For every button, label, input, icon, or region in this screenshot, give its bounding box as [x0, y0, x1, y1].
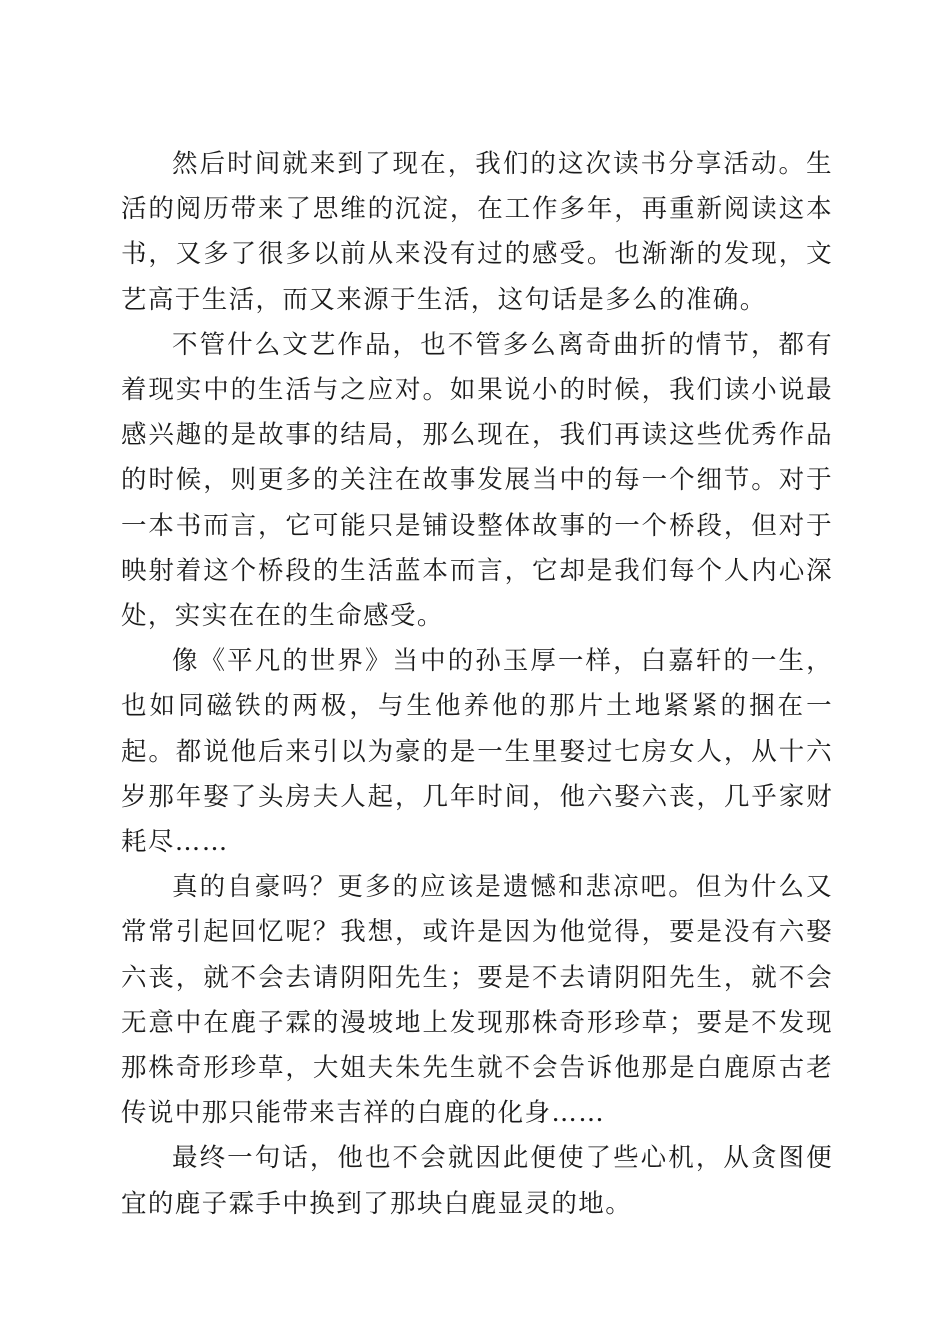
paragraph-1: 然后时间就来到了现在，我们的这次读书分享活动。生活的阅历带来了思维的沉淀，在工作多年，再重新阅读这本书，又多了很多以前从来没有过的感受。也渐渐的发现，文艺高于生活，而又来源于生活，这句话是多么的准确。: [121, 149, 833, 315]
paragraph-4: 真的自豪吗？更多的应该是遗憾和悲凉吧。但为什么又常常引起回忆呢？我想，或许是因为他觉得，要是没有六娶六丧，就不会去请阴阳先生；要是不去请阴阳先生，就不会无意中在鹿子霖的漫坡地上发现那株奇形珍草；要是不发现那株奇形珍草，大姐夫朱先生就不会告诉他那是白鹿原古老传说中那只能带来吉祥的白鹿的化身……: [121, 872, 833, 1129]
paragraph-5: 最终一句话，他也不会就因此便使了些心机，从贪图便宜的鹿子霖手中换到了那块白鹿显灵的地。: [121, 1143, 833, 1219]
document-page: [121, 142, 833, 1227]
paragraph-3: 像《平凡的世界》当中的孙玉厚一样，白嘉轩的一生，也如同磁铁的两极，与生他养他的那片土地紧紧的捆在一起。都说他后来引以为豪的是一生里娶过七房女人，从十六岁那年娶了头房夫人起，几年时间，他六娶六丧，几乎家财耗尽……: [121, 646, 833, 858]
paragraph-2: 不管什么文艺作品，也不管多么离奇曲折的情节，都有着现实中的生活与之应对。如果说小的时候，我们读小说最感兴趣的是故事的结局，那么现在，我们再读这些优秀作品的时候，则更多的关注在故事发展当中的每一个细节。对于一本书而言，它可能只是铺设整体故事的一个桥段，但对于映射着这个桥段的生活蓝本而言，它却是我们每个人内心深处，实实在在的生命感受。: [121, 329, 833, 632]
